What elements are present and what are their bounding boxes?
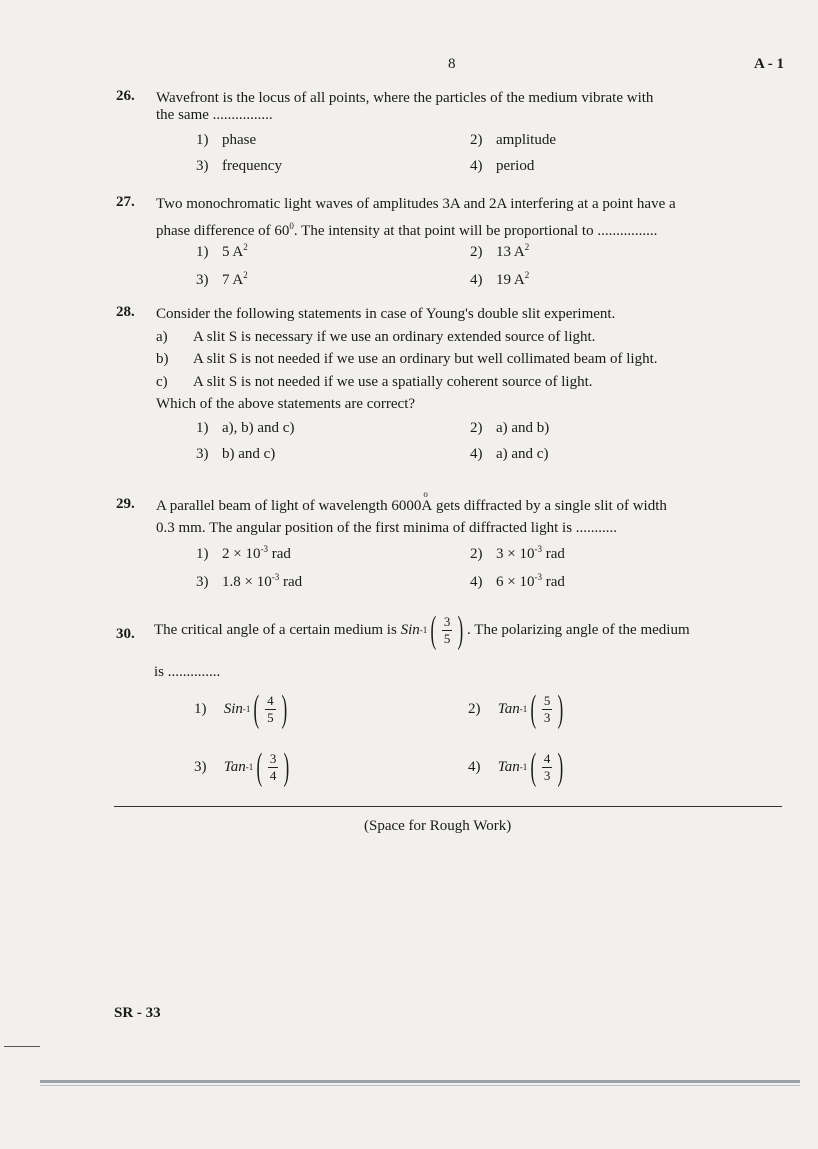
page-edge-shadow (40, 1085, 800, 1086)
option: 1) Sin -1 ( $\frac{4}{5}$ ) (194, 688, 287, 730)
option: 3) b) and c) (196, 446, 276, 462)
option: 1) $2 \times 10^{-3}$ rad (196, 544, 291, 562)
option: 1) phase (196, 132, 257, 148)
question-text: Which of the above statements are correct? (156, 396, 416, 412)
wavelength-value: 6000 (391, 498, 422, 514)
option: 1) 5 $A^2$ (196, 242, 248, 260)
option: 3) $1.8 \times 10^{-3}$ rad (196, 572, 303, 590)
option: 2) a) and b) (470, 420, 550, 436)
question-text: Consider the following statements in case of Young's double slit experiment. (156, 306, 616, 322)
option: 2) $3 \times 10^{-3}$ rad (470, 544, 565, 562)
question-text: Wavefront is the locus of all points, where the particles of the medium vibrate with the same ................ (156, 90, 654, 123)
statement: c) A slit S is not needed if we use a spatially coherent source of light. (156, 374, 593, 390)
option: 4) a) and c) (470, 446, 549, 462)
booklet-code: A - 1 (754, 56, 784, 72)
option: 2) 13 $A^2$ (470, 242, 530, 260)
page-edge (40, 1080, 800, 1083)
rough-work-label: (Space for Rough Work) (364, 818, 512, 834)
option: 4) 19 $A^2$ (470, 270, 530, 288)
question-number: 28. (116, 304, 135, 320)
question-number: 27. (116, 194, 135, 210)
option: 2) Tan -1 ( $\frac{5}{3}$ ) (468, 688, 564, 730)
option: 2) amplitude (470, 132, 556, 148)
question-number: 30. (116, 626, 135, 642)
angstrom-unit: o A (421, 489, 433, 514)
option: 1) a), b) and c) (196, 420, 295, 436)
option: 4) period (470, 158, 535, 174)
option: 3) 7 $A^2$ (196, 270, 248, 288)
footer-code: SR - 33 (114, 1005, 161, 1021)
question-text: The critical angle of a certain medium is Sin -1 ( $\frac{3}{5}$ ) . The polarizing angle of the medium (154, 609, 690, 651)
question-text: is .............. (154, 664, 221, 680)
math-expression: Sin -1 ( $\frac{3}{5}$ ) (400, 609, 464, 651)
option: 3) Tan -1 ( $\frac{3}{4}$ ) (194, 746, 290, 788)
question-text: A parallel beam of light of wavelength 6000 o A gets diffracted by a single slit of width 0.3 mm. The angular position of the first minima of diffracted light is ........... (156, 489, 667, 536)
statement: a) A slit S is necessary if we use an ordinary extended source of light. (156, 329, 596, 345)
option: 3) frequency (196, 158, 282, 174)
divider (114, 806, 782, 807)
page-number: 8 (448, 56, 456, 72)
question-text: Two monochromatic light waves of amplitudes 3A and 2A interfering at a point have a phase difference of $60^0$. The intensity at that point will be proportional to ................ (156, 196, 676, 239)
question-number: 29. (116, 496, 135, 512)
option: 4) Tan -1 ( $\frac{4}{3}$ ) (468, 746, 564, 788)
question-number: 26. (116, 88, 135, 104)
scan-mark (4, 1046, 40, 1047)
option: 4) $6 \times 10^{-3}$ rad (470, 572, 565, 590)
statement: b) A slit S is not needed if we use an ordinary but well collimated beam of light. (156, 351, 658, 367)
